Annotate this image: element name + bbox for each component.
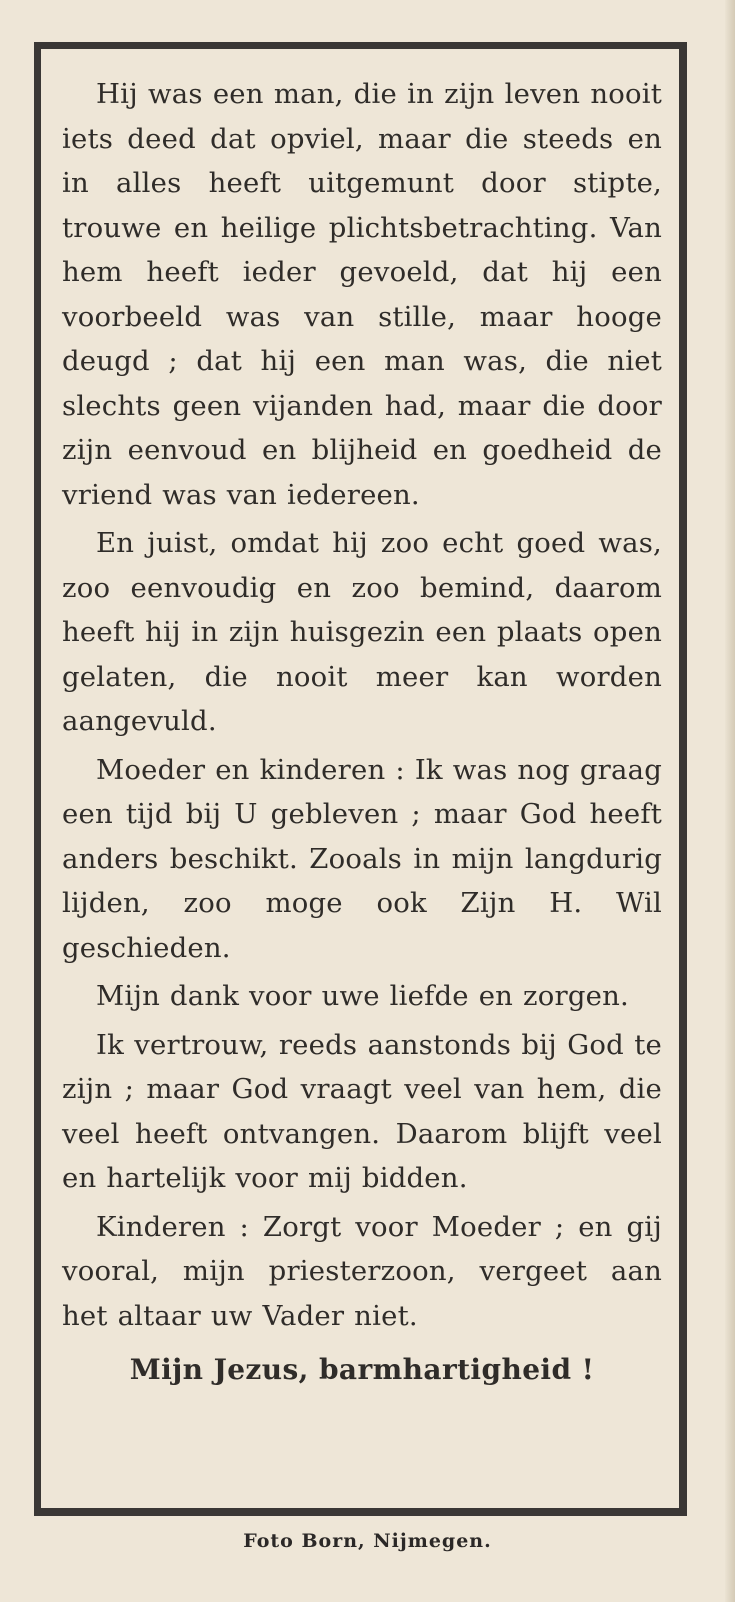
paragraph-3: Moeder en kinderen : Ik was nog graag een tijd bij U gebleven ; maar God heeft anders beschikt. Zooals in mijn langdurig lijden, zoo moge ook Zijn H. Wil geschieden. xyxy=(62,753,662,964)
closing-prayer: Mijn Jezus, barmhartigheid ! xyxy=(129,1353,595,1386)
photographer-credit: Foto Born, Nijmegen. xyxy=(243,1530,492,1552)
paragraph-4: Mijn dank voor uwe liefde en zorgen. xyxy=(96,980,629,1012)
card-text xyxy=(62,72,662,1492)
paragraph-6: Kinderen : Zorgt voor Moeder ; en gij vooral, mijn priesterzoon, vergeet aan het altaar uw Vader niet. xyxy=(62,1210,662,1332)
paragraph-2: En juist, omdat hij zoo echt goed was, zoo eenvoudig en zoo bemind, daarom heeft hij in zijn huisgezin een plaats open gelaten, die nooit meer kan worden aangevuld. xyxy=(62,527,662,737)
paragraph-5: Ik vertrouw, reeds aanstonds bij God te zijn ; maar God vraagt veel van hem, die veel heeft ontvangen. Daarom blijft veel en hartelijk voor mij bidden. xyxy=(62,1028,662,1194)
card-edge xyxy=(725,0,735,1602)
paragraph-1: Hij was een man, die in zijn leven nooit iets deed dat opviel, maar die steeds en in alles heeft uitgemunt door stipte, trouwe en heilige plichtsbetrachting. Van hem heeft ieder gevoeld, dat hij een voorbeeld was van stille, maar hooge deugd ; dat hij een man was, die niet slechts geen vijanden had, maar die door zijn eenvoud en blijheid en goedheid de vriend was van iedereen. xyxy=(62,78,662,511)
